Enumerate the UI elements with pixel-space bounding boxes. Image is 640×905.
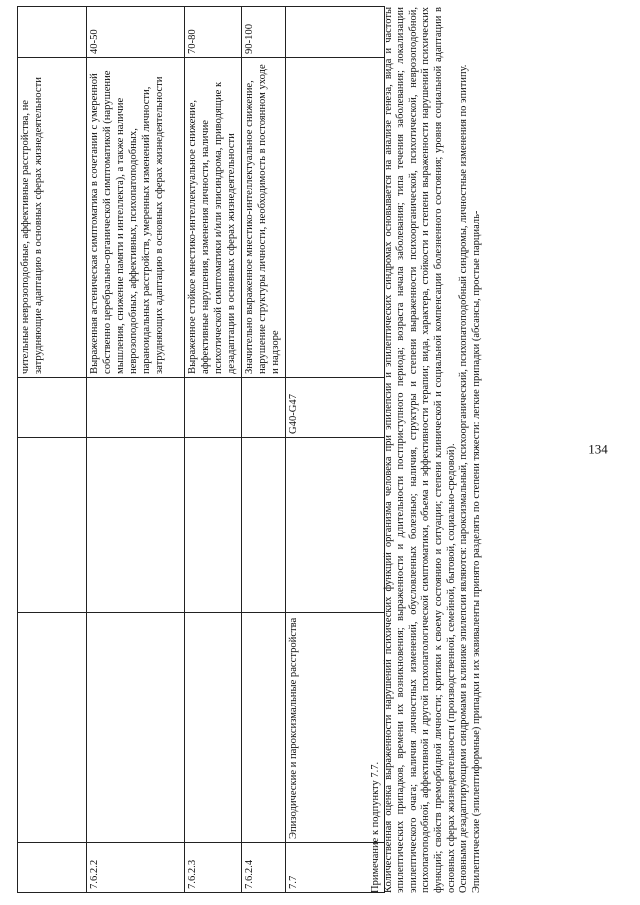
- code-cell: 7.6.2.2: [87, 843, 185, 893]
- code-cell: 7.6.2.3: [185, 843, 242, 893]
- icd-cell: G40-G47: [286, 378, 385, 438]
- percent-cell: 40-50: [87, 7, 185, 58]
- table-row: [185, 7, 242, 893]
- percent-cell: 90-100: [242, 7, 286, 58]
- notes-heading: Примечание к подпункту 7.7.: [370, 761, 381, 893]
- icd-cell: [18, 378, 87, 438]
- icd-cell: [242, 378, 286, 438]
- percent-cell: [18, 7, 87, 58]
- name-cell: [242, 613, 286, 843]
- percent-cell: 70-80: [185, 7, 242, 58]
- code-cell: [18, 843, 87, 893]
- name-cell: [18, 613, 87, 843]
- table-row: [242, 7, 286, 893]
- name-cell: [185, 613, 242, 843]
- name-cell: [87, 613, 185, 843]
- description-cell: чительные неврозоподобные, аффективные расстройства, не затрудняющие адаптацию в основных сферах жизнедеятельности: [18, 58, 87, 378]
- notes-paragraph: Эпилептические (эпилептиформные) припадки и их эквиваленты принято разделять по степени тяжести: легкие припадки (абсансы, простые парциаль-: [470, 210, 482, 893]
- empty-cell: [185, 438, 242, 613]
- name-cell: Эпизодические и пароксизмальные расстройства: [286, 613, 385, 843]
- table-row: [87, 7, 185, 893]
- description-cell: Выраженная астеническая симптоматика в сочетании с умеренной собственно церебрально-органической симптоматикой (нарушение мышления, снижение памяти и интеллекта), а также наличие неврозоподобных, аффективных, психопатоподобных, параноидальных расстройств, умеренных изменений личности, затрудняющих адаптацию в основных сферах жизнедеятельности: [87, 58, 185, 378]
- page-number: 134: [588, 441, 608, 457]
- table-row: [18, 7, 87, 893]
- description-cell: Выраженное стойкое мнестико-интеллектуальное снижение, аффективные нарушения, изменения личности, наличие психотической симптоматики и/или эписиндрома, приводящие к дезадаптации в основных сферах жизнедеятельности: [185, 58, 242, 378]
- description-cell: Значительно выраженное мнестико-интеллектуальное снижение, нарушение структуры личности, необходимость в постоянном уходе и надзоре: [242, 58, 286, 378]
- code-cell: 7.7: [286, 843, 385, 893]
- disability-criteria-table: [17, 6, 385, 893]
- notes-paragraph: Количественная оценка выраженности нарушений психических функций организма человека при эпилепсии и эпилептических синдромах основывается на анализе генеза, вида и частоты эпилептических припадков, времени их возникновения; выраженности и длительности постприступного периода; возраста начала заболевания; типа течения заболевания; локализации эпилептического очага; наличия личностных изменений, обусловленных болезнью; наличия, структуры и степени выраженности психоорганической, психотической, неврозоподобной, психопатоподобной, аффективной и другой психопатологической симптоматики, объема и эффективности терапии; вида, характера, стойкости и степени выраженности нарушений психических функций; свойств преморбидной личности; критики к своему состоянию и ситуации; степени клинической и социальной компенсации болезненного состояния; уровня социальной адаптации в основных сферах жизнедеятельности (производственной, семейной, бытовой, социально-средовой).: [382, 7, 457, 893]
- notes-paragraph: Основными дезадаптирующими синдромами в клинике эпилепсии являются: пароксизмальный, психоорганический, психопатоподобный синдромы, личностные изменения по эпитипу.: [458, 64, 470, 893]
- code-cell: 7.6.2.4: [242, 843, 286, 893]
- empty-cell: [242, 438, 286, 613]
- empty-cell: [87, 438, 185, 613]
- icd-cell: [87, 378, 185, 438]
- icd-cell: [185, 378, 242, 438]
- empty-cell: [18, 438, 87, 613]
- notes-section: [370, 7, 483, 893]
